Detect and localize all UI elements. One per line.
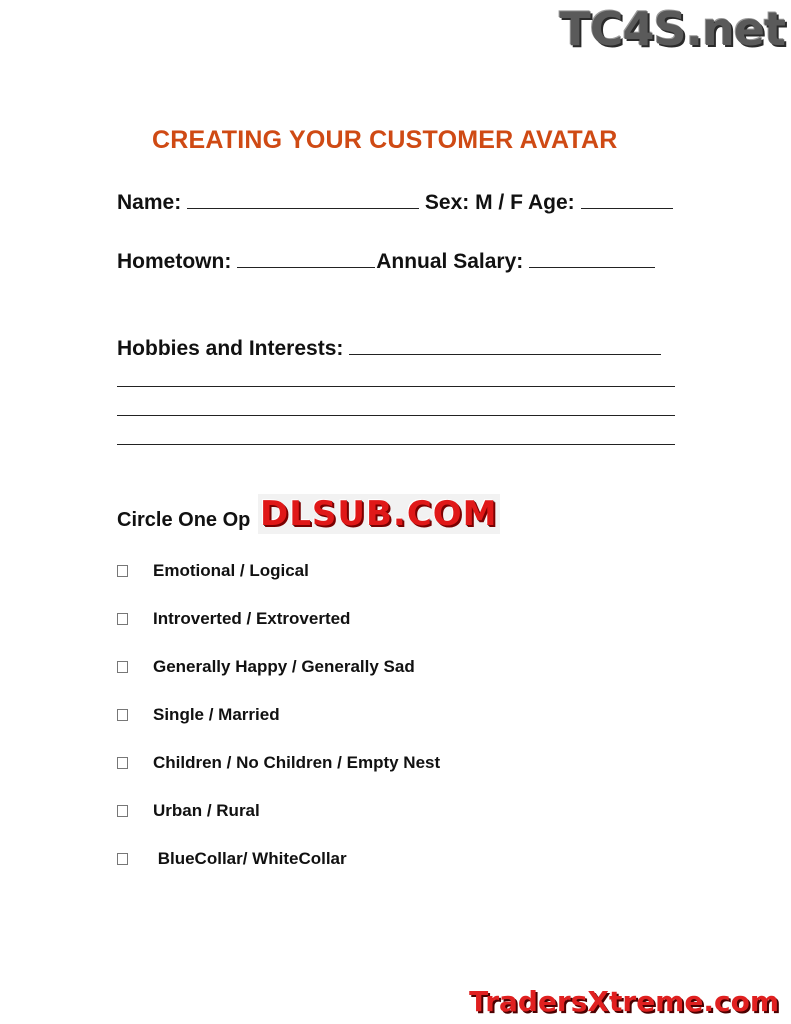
salary-blank[interactable] — [529, 249, 655, 268]
checkbox-icon[interactable] — [117, 853, 128, 865]
option-label: Children / No Children / Empty Nest — [153, 753, 441, 772]
hobbies-blank[interactable] — [349, 336, 661, 355]
name-blank[interactable] — [187, 190, 419, 209]
option-label: Introverted / Extroverted — [153, 609, 351, 628]
option-item[interactable] — [117, 609, 350, 629]
checkbox-icon[interactable] — [117, 661, 128, 673]
hometown-label: Hometown: — [117, 250, 232, 273]
watermark-tradersxtreme: TradersXtreme.com — [469, 985, 779, 1018]
hobbies-label: Hobbies and Interests: — [117, 337, 344, 360]
document-title: CREATING YOUR CUSTOMER AVATAR — [152, 126, 618, 154]
option-item[interactable] — [117, 753, 440, 773]
hobbies-line-4[interactable] — [117, 444, 675, 445]
salary-label: Annual Salary: — [376, 250, 524, 273]
option-label: Emotional / Logical — [153, 561, 309, 580]
checkbox-icon[interactable] — [117, 709, 128, 721]
option-item[interactable] — [117, 561, 309, 581]
hobbies-line-2[interactable] — [117, 386, 675, 387]
name-label: Name: — [117, 191, 182, 214]
option-item[interactable] — [117, 849, 347, 869]
hometown-row — [117, 249, 655, 274]
name-row — [117, 190, 673, 215]
checkbox-icon[interactable] — [117, 757, 128, 769]
checkbox-icon[interactable] — [117, 805, 128, 817]
watermark-tc4s: TC4S.net — [559, 2, 785, 56]
option-item[interactable] — [117, 705, 280, 725]
age-label: Age: — [527, 191, 575, 214]
option-item[interactable] — [117, 801, 260, 821]
hobbies-line-3[interactable] — [117, 415, 675, 416]
option-label: BlueCollar/ WhiteCollar — [153, 849, 347, 868]
option-label: Single / Married — [153, 705, 280, 724]
checkbox-icon[interactable] — [117, 565, 128, 577]
circle-one-label: Circle One Op — [117, 509, 251, 531]
sex-label: Sex: M / F — [424, 191, 523, 214]
option-label: Urban / Rural — [153, 801, 260, 820]
watermark-dlsub: DLSUB.COM — [260, 494, 498, 534]
option-item[interactable] — [117, 657, 415, 677]
age-blank[interactable] — [581, 190, 673, 209]
option-label: Generally Happy / Generally Sad — [153, 657, 415, 676]
hobbies-row — [117, 336, 661, 361]
hometown-blank[interactable] — [237, 249, 375, 268]
checkbox-icon[interactable] — [117, 613, 128, 625]
